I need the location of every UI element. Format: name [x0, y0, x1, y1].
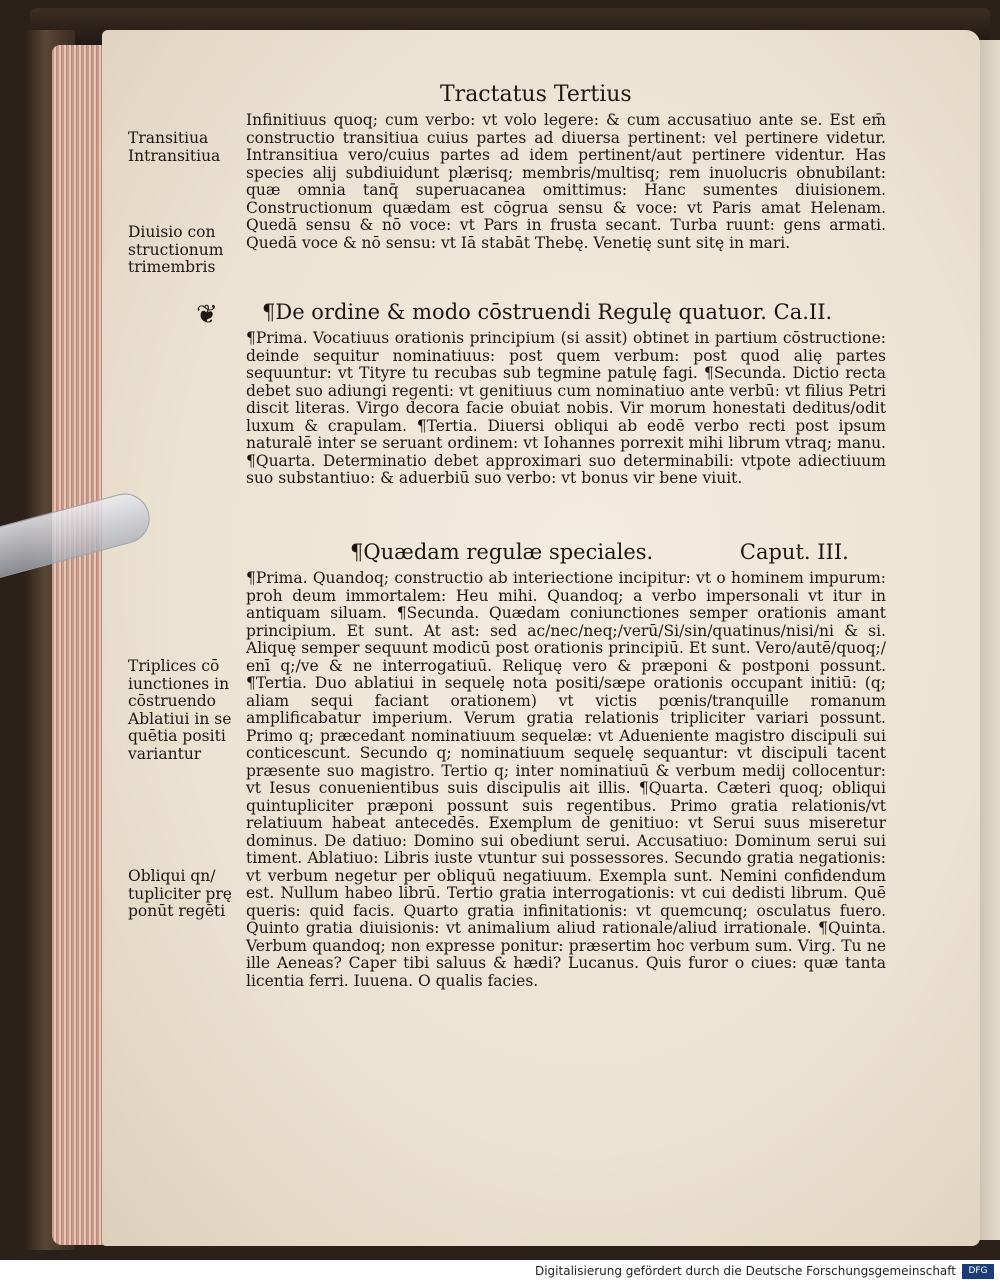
margin-line: variantur [128, 744, 202, 763]
chapter-title: ¶Quædam regulæ speciales. [350, 540, 654, 564]
margin-line: trimembris [128, 258, 216, 276]
chapter-number: Caput. III. [739, 540, 849, 564]
margin-line: Obliqui qn/ [128, 867, 216, 885]
margin-note-3 [128, 658, 231, 763]
funding-notice: Digitalisierung gefördert durch die Deutsche Forschungsgemeinschaft [534, 1264, 956, 1278]
margin-line: Intransitiua [128, 146, 221, 165]
margin-note-2 [128, 224, 223, 277]
dfg-logo: DFG [962, 1264, 994, 1279]
margin-line: Transitiua [128, 129, 209, 147]
margin-line: structionum [128, 240, 224, 259]
chapter-heading-2: ¶De ordine & modo cōstruendi Regulę quatuor. Ca.II. [262, 300, 833, 324]
text-block-1: Infinitiuus quoq; cum verbo: vt volo legere: & cum accusatiuo ante se. Est em̄ constructio transitiua cuius partes ad diuersa pertinent: vel pertinere videtur. Intransitiua vero/cuius partes ad idem pertinent/aut pertinere videntur. Has species alij subdiuidunt plærisq; membris/multisq; rem inuolucris obnubilant: quæ omnia tanq̄ superuacanea omittimus: Hanc sumentes diuisionem. Constructionum quædam est cōgrua sensu & voce: vt Paris amat Helenam. Quedā sensu & nō voce: vt Pars in frusta secant. Turba ruunt: gens armati. Quedā voce & nō sensu: vt Iā stabāt Thebę. Venetię sunt sitę in mari. [246, 111, 886, 252]
flourish-icon: ❦ [196, 300, 218, 330]
text-block-3: ¶Prima. Quandoq; constructio ab interiectione incipitur: vt o hominem impurum: proh deum immortalem: Heu mihi. Quandoq; a verbo impersonali vt itur in antiquam siluam. ¶Secunda. Quædam coniunctiones semper orationis amant principium. Et sunt. At ast: sed ac/nec/neq;/verū/Si/sin/quatinus/nisi/ni & si. Aliquę semper sequunt modicū post orationis principiū. Et sunt. Vero/autē/quoq;/ enī q;/ve & ne interrogatiuū. Reliquę vero & præponi & postponi possunt. ¶Tertia. Duo ablatiui in sequelę nota positi/sæpe orationis occupant initiū: (q; aliam sequi faciant orationem) vt victis pœnis/tranquille romanum amplificabatur imperium. Verum gratia relationis tripliciter variari possunt. Primo q; præcedant nominatiuum sequelæ: vt Adueniente magistro discipuli sui conticescunt. Secundo q; nominatiuum sequelę sequantur: vt discipuli tacent præsente suo magistro. Tertio q; inter nominatiuū & verbum medij collocentur: vt Iesus conuenientibus suis discipulis ait illis. ¶Quarta. Cæteri quoq; obliqui quintupliciter præponi possunt suis regentibus. Primo gratia relationis/vt relatiuum habeat antecedēs. Exemplum de genitiuo: vt Serui suus miseretur dominus. De datiuo: Domino sui obediunt serui. Accusatiuo: Dominum serui sui timent. Ablatiuo: Libris iuste vtuntur sui possessores. Secundo gratia negationis: vt verbum negetur per obliquū negatiuum. Exempla sunt. Nemini confidendum est. Nullum habeo librū. Tertio gratia interrogationis: vt cui dedisti librum. Quē queris: quid facis. Quarto gratia infinitationis: vt quemcunq; osculatus fuero. Quinto gratia diuisionis: vt animalium aliud rationale/aliud irrationale. ¶Quinta. Verbum quandoq; non expresse ponitur: præsertim hoc verbum sum. Virg. Tu ne ille Aeneas? Caper tibi saluus & hædi? Lucanus. Quis furor o ciues: quæ tanta licentia ferri. Iuuena. O qualis facies. [246, 569, 886, 990]
margin-line: quētia positi [128, 727, 226, 745]
chapter-heading-3 [350, 540, 849, 564]
margin-line: cōstruendo [128, 692, 216, 710]
margin-line: Ablatiui in se [128, 709, 232, 728]
text-block-2: ¶Prima. Vocatiuus orationis principium (si assit) obtinet in partium cōstructione: deinde sequitur nominatiuus: post quem verbum: post quod alię partes sequuntur: vt Tityre tu recubas sub tegmine patulę fagi. ¶Secunda. Dictio recta debet suo adiungi regenti: vt genitiuus cum nominatiuo ante verbū: vt filius Petri discit literas. Virgo decora facie obuiat nobis. Vir morum honestati deditus/odit luxum & crapulam. ¶Tertia. Diuersi obliqui ab eodē verbo recti post ipsum naturalē inter se seruant ordinem: vt Iohannes porrexit mihi librum vtraq; manu. ¶Quarta. Determinatio debet approximari suo determinabili: vtpote adiectiuum suo substantiuo: & aduerbiū suo verbo: vt bonus vir bene viuit. [246, 329, 886, 487]
margin-note-4 [128, 868, 232, 921]
margin-line: ponūt regēti [128, 902, 226, 920]
running-header: Tractatus Tertius [440, 82, 632, 107]
margin-note-1 [128, 130, 220, 165]
margin-line: Diuisio con [128, 223, 216, 241]
margin-line: Triplices cō [128, 657, 220, 675]
margin-line: tupliciter prę [128, 884, 232, 903]
margin-line: iunctiones in [128, 674, 230, 693]
footer-bar [0, 1260, 1000, 1285]
